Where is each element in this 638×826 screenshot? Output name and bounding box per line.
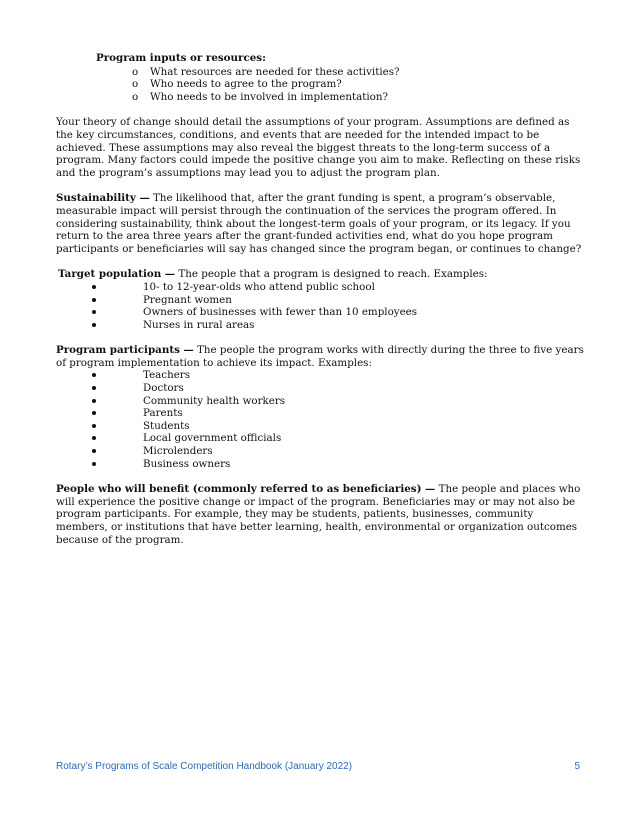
page-content (56, 52, 586, 546)
list-item: 10- to 12-year-olds who attend public school (56, 281, 586, 294)
list-item: Business owners (56, 458, 586, 471)
list-item: Owners of businesses with fewer than 10 employees (56, 306, 586, 319)
list-item: o Who needs to agree to the program? (132, 78, 342, 91)
bullet-icon (92, 323, 96, 327)
bullet-icon (92, 436, 96, 440)
footer-title: Rotary’s Programs of Scale Competition Handbook (January 2022) (56, 761, 353, 772)
target-population-list (56, 281, 586, 331)
circle-bullet-icon: o (132, 90, 139, 103)
list-item: Pregnant women (56, 294, 586, 307)
sustainability-term: Sustainability — (56, 192, 150, 205)
page-footer (56, 761, 580, 772)
bullet-icon (92, 462, 96, 466)
inputs-heading: Program inputs or resources: (96, 52, 266, 64)
theory-of-change-paragraph: Your theory of change should detail the assumptions of your program. Assumptions are defined as the key circumstances, conditions, and events that are needed for the intended impact to be achieved. These assumptions may also reveal the biggest threats to the long-term success of a program. Many factors could impede the positive change you aim to make. Reflecting on these risks and the program’s assumptions may lead you to adjust the program plan. (56, 116, 581, 179)
program-participants-list (56, 369, 586, 470)
sustainability-paragraph (56, 192, 586, 255)
circle-bullet-icon: o (132, 65, 139, 78)
list-item: Community health workers (56, 395, 586, 408)
beneficiaries-paragraph (56, 483, 586, 546)
sustainability-definition: The likelihood that, after the grant funding is spent, a program’s observable, measurable impact will persist through the continuation of the services the program offered. In considering sustainability, think about the longest-term goals of your program, or its legacy. If you return to the area three years after the grant-funded activities end, what do you hope program participants or beneficiaries will say has changed since the program began, or continues to change? (56, 192, 582, 255)
list-item: Microlenders (56, 445, 586, 458)
program-participants-paragraph (56, 344, 586, 369)
bullet-icon (92, 298, 96, 302)
beneficiaries-term: People who will benefit (commonly referred to as beneficiaries) — (56, 483, 436, 496)
page-number: 5 (574, 761, 580, 772)
target-population-definition: The people that a program is designed to reach. Examples: (175, 268, 488, 281)
bullet-icon (92, 373, 96, 377)
inputs-list (56, 66, 586, 104)
bullet-icon (92, 411, 96, 415)
target-population-paragraph (58, 268, 586, 281)
program-participants-definition: The people the program works with directly during the three to five years of program implementation to achieve its impact. Examples: (56, 344, 584, 369)
bullet-icon (92, 449, 96, 453)
list-item: Local government officials (56, 432, 586, 445)
circle-bullet-icon: o (132, 78, 139, 91)
list-item: o Who needs to be involved in implementation? (132, 90, 389, 103)
list-item: Teachers (56, 369, 586, 382)
program-participants-term: Program participants — (56, 344, 194, 357)
bullet-icon (92, 424, 96, 428)
list-item: Students (56, 420, 586, 433)
bullet-icon (92, 399, 96, 403)
bullet-icon (92, 386, 96, 390)
list-item: Nurses in rural areas (56, 319, 586, 332)
bullet-icon (92, 285, 96, 289)
list-item: Doctors (56, 382, 586, 395)
bullet-icon (92, 310, 96, 314)
target-population-term: Target population — (58, 268, 176, 281)
list-item: o What resources are needed for these activities? (132, 65, 400, 78)
list-item: Parents (56, 407, 586, 420)
beneficiaries-definition: The people and places who will experience the positive change or impact of the program. Beneficiaries may or may not also be program participants. For example, they may be students, patients, businesses, community members, or institutions that have better learning, health, environmental or organization outcomes because of the program. (56, 483, 581, 546)
